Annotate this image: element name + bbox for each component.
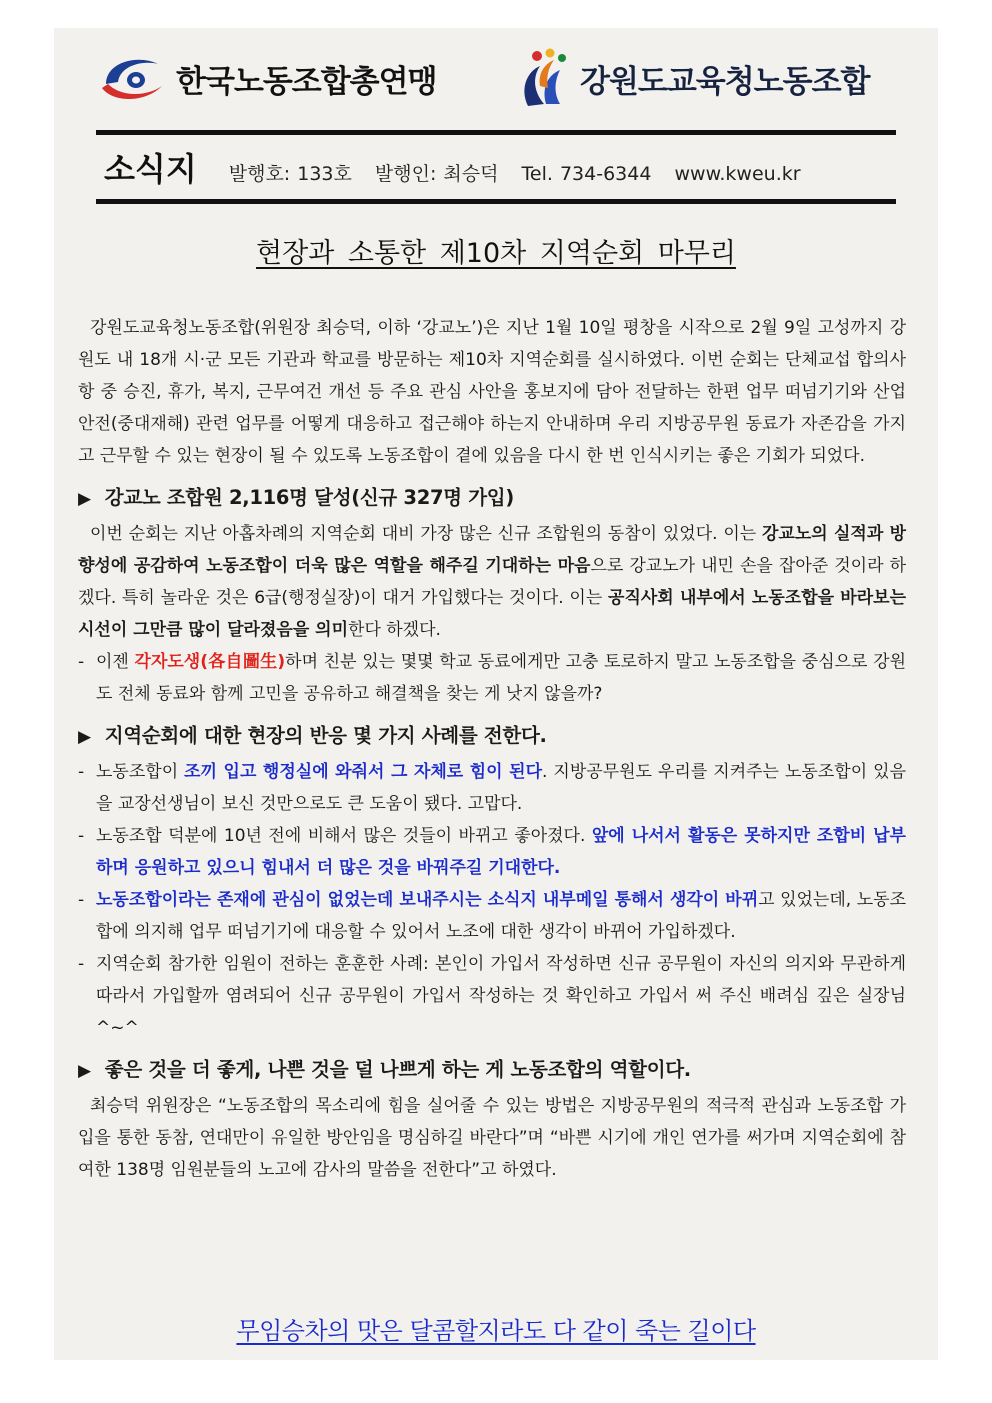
headline: 현장과 소통한 제10차 지역순회 마무리 xyxy=(256,238,736,269)
text-run: 한다 하겠다. xyxy=(348,620,441,640)
dash-marker: - xyxy=(78,762,85,782)
masthead xyxy=(104,144,817,194)
section-marker-icon: ▶ xyxy=(78,489,91,509)
section-1-title: 강교노 조합원 2,116명 달성(신규 327명 가입) xyxy=(104,486,514,509)
section-marker-icon: ▶ xyxy=(78,1061,91,1081)
section-3-paragraph: 최승덕 위원장은 “노동조합의 목소리에 힘을 실어줄 수 있는 방법은 지방공무원의 적극적 관심과 노동조합 가입을 통한 동참, 연대만이 유일한 방안임을 명심하길 바란다”며 “바쁜 시기에 개인 연가를 써가며 지역순회에 참여한 138명 임원분들의 노고에 감사의 말씀을 전한다”고 하였다. xyxy=(78,1096,906,1180)
list-item xyxy=(78,820,906,884)
text-run: 노동조합이 xyxy=(96,762,185,782)
masthead-bottom-rule xyxy=(96,199,896,204)
text-run: . 지방공무원도 우리를 지켜주는 노동조합이 있음을 교장선생님이 보신 것만으로도 큰 도움이 됐다. 고맙다. xyxy=(96,762,906,814)
section-1-paragraph xyxy=(78,518,906,646)
section-marker-icon: ▶ xyxy=(78,727,91,747)
masthead-info xyxy=(229,159,817,186)
list-item xyxy=(78,948,906,1044)
blue-emphasis-run: 조끼 입고 행정실에 와줘서 그 자체로 힘이 된다 xyxy=(184,762,542,782)
closing-slogan: 무임승차의 맛은 달콤할지라도 다 같이 죽는 길이다 xyxy=(236,1317,756,1345)
kweu-logo-icon xyxy=(516,46,576,110)
publisher: 발행인: 최승덕 xyxy=(374,163,499,185)
red-emphasis-run: 각자도생(各自圖生) xyxy=(134,652,286,672)
section-2-title: 지역순회에 대한 현장의 반응 몇 가지 사례를 전한다. xyxy=(104,724,547,747)
fktu-logo-icon xyxy=(98,50,170,106)
kweu-logo-text: 강원도교육청노동조합 xyxy=(580,63,870,100)
intro-paragraph: 강원도교육청노동조합(위원장 최승덕, 이하 ‘강교노’)은 지난 1월 10일 평창을 시작으로 2월 9일 고성까지 강원도 내 18개 시·군 모든 기관과 학교를 방문하는 제10차 지역순회를 실시하였다. 이번 순회는 단체교섭 합의사항 중 승진, 휴가, 복지, 근무여건 개선 등 주요 관심 사안을 홍보지에 담아 전달하는 한편 업무 떠넘기기와 산업안전(중대재해) 관련 업무를 어떻게 대응하고 접근해야 하는지 안내하며 우리 지방공무원 동료가 자존감을 가지고 근무할 수 있는 현장이 될 수 있도록 노동조합이 곁에 있음을 다시 한 번 인식시키는 좋은 기회가 되었다. xyxy=(78,318,906,466)
issue-number: 발행호: 133호 xyxy=(228,163,352,185)
fktu-logo-text: 한국노동조합총연맹 xyxy=(176,63,437,100)
section-3-heading xyxy=(78,1054,906,1087)
dash-marker: - xyxy=(78,652,85,672)
telephone: Tel. 734-6344 xyxy=(521,163,652,185)
list-item xyxy=(78,646,906,710)
newsletter-page xyxy=(54,28,938,1360)
masthead-title: 소식지 xyxy=(104,150,197,188)
list-item xyxy=(78,884,906,948)
logo-bar xyxy=(54,28,938,128)
emphasis-run: 공직사회 내부에서 노동조합을 바라보는 시선이 그만큼 많이 달라졌음을 의미 xyxy=(78,588,906,640)
kweu-logo xyxy=(516,46,869,110)
dash-marker: - xyxy=(78,954,85,974)
fktu-logo xyxy=(98,50,437,106)
website-link[interactable]: www.kweu.kr xyxy=(674,163,801,185)
masthead-top-rule xyxy=(96,130,896,135)
list-item xyxy=(78,756,906,820)
section-3-title: 좋은 것을 더 좋게, 나쁜 것을 덜 나쁘게 하는 게 노동조합의 역할이다. xyxy=(104,1058,691,1081)
blue-emphasis-run: 노동조합이라는 존재에 관심이 없었는데 보내주시는 소식지 내부메일 통해서 생각이 바뀌 xyxy=(96,890,759,910)
article-body xyxy=(78,312,906,1186)
text-run: 고 있었는데, 노동조합에 의지해 업무 떠넘기기에 대응할 수 있어서 노조에 대한 생각이 바뀌어 가입하겠다. xyxy=(96,890,906,942)
text-run: 이젠 xyxy=(96,652,135,672)
text-run: 지역순회 참가한 임원이 전하는 훈훈한 사례: 본인이 가입서 작성하면 신규 공무원이 자신의 의지와 무관하게 따라서 가입할까 염려되어 신규 공무원이 가입서 작성하는 것 확인하고 가입서 써 주신 배려심 깊은 실장님^~^ xyxy=(96,954,906,1038)
section-1-heading xyxy=(78,482,906,515)
dash-marker: - xyxy=(78,826,85,846)
text-run: 이번 순회는 지난 아홉차례의 지역순회 대비 가장 많은 신규 조합원의 동참이 있었다. 이는 xyxy=(90,524,762,544)
blue-emphasis-run: 앞에 나서서 활동은 못하지만 조합비 납부하며 응원하고 있으니 힘내서 더 많은 것을 바꿔주길 기대한다. xyxy=(96,826,906,878)
text-run: 하며 친분 있는 몇몇 학교 동료에게만 고충 토로하지 말고 노동조합을 중심으로 강원도 전체 동료와 함께 고민을 공유하고 해결책을 찾는 게 낫지 않을까? xyxy=(96,652,906,704)
text-run: 으로 강교노가 내민 손을 잡아준 것이라 하겠다. 특히 놀라운 것은 6급(행정실장)이 대거 가입했다는 것이다. 이는 xyxy=(78,556,906,608)
section-2-heading xyxy=(78,720,906,753)
dash-marker: - xyxy=(78,890,85,910)
text-run: 노동조합 덕분에 10년 전에 비해서 많은 것들이 바뀌고 좋아졌다. xyxy=(96,826,592,846)
emphasis-run: 강교노의 실적과 방향성에 공감하여 노동조합이 더욱 많은 역할을 해주길 기대하는 마음 xyxy=(78,524,906,576)
